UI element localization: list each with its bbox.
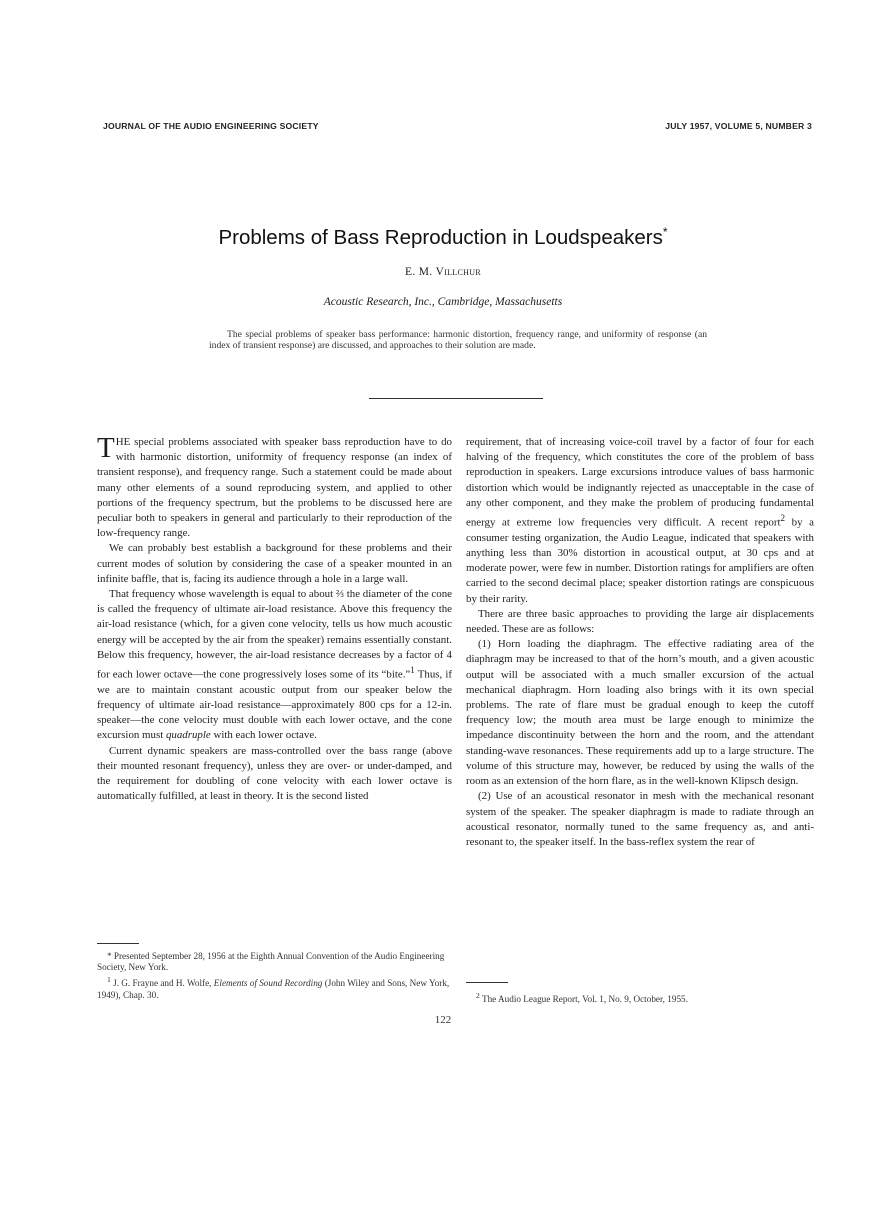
paragraph: Current dynamic speakers are mass-controlled over the bass range (above their mounted resonant frequency), unless they are over- or under-damped, and the requirement for doubling of cone velocity with each lower octave is automatically fulfilled, at least in theory. It is the second listed <box>97 744 452 803</box>
paragraph: There are three basic approaches to providing the large air displacements needed. These are as follows: <box>466 607 814 636</box>
footnote-mark: * <box>107 951 112 961</box>
author-affiliation: Acoustic Research, Inc., Cambridge, Massachusetts <box>323 296 563 308</box>
paragraph-text: requirement, that of increasing voice-coil travel by a factor of four for each halving of the frequency, which constitutes the core of the problem of bass reproduction in speakers. Large excursions introduce values of bass harmonic distortion which would be indignantly rejected as unacceptable in the case of any other component, and they make the problem of producing fundamental energy at extreme low frequencies very difficult. A recent report <box>466 436 814 529</box>
footnote-text: The Audio League Report, Vol. 1, No. 9, October, 1955. <box>481 994 688 1005</box>
footnote <box>466 990 814 1005</box>
paragraph-text: HE special problems associated with speaker bass reproduction have to do with harmonic distortion, uniformity of frequency response (an index of transient response), and frequency range. Such a statement could be made about many other elements of a sound reproducing system, and applied to other portions of the frequency spectrum, but the problems to be discussed here are peculiar both to speakers in general and particularly to their reproduction of the low-frequency range. <box>97 436 452 540</box>
footnotes-left <box>97 951 452 1002</box>
footnote-ref: 1 <box>410 665 415 676</box>
paragraph: We can probably best establish a background for these problems and their current modes of solution by considering the case of a speaker mounted in an infinite baffle, that is, facing its audience through a hole in a large wall. <box>97 542 452 585</box>
footnote-mark: 2 <box>476 991 480 1000</box>
paragraph <box>466 435 814 607</box>
paper-title-text: Problems of Bass Reproduction in Loudspeakers <box>218 225 663 249</box>
section-divider <box>369 398 543 399</box>
paragraph-text: That frequency whose wavelength is equal to about ⅔ the diameter of the cone is called the frequency of ultimate air-load resistance. Above this frequency the air-load resistance (which, for a given cone velocity, tells us how much acoustic energy will be accepted by the air from the speaker) remains essentially constant. Below this frequency, however, the air-load resistance decreases by a factor of 4 for each lower octave—the cone progressively loses some of its “bite.” <box>97 588 452 681</box>
footnote-text: J. G. Frayne and H. Wolfe, <box>113 978 214 989</box>
footnote-text: Presented September 28, 1956 at the Eighth Annual Convention of the Audio Engineering Society, New York. <box>97 951 445 973</box>
emphasis: quadruple <box>165 729 211 742</box>
body-column-right <box>466 435 814 850</box>
title-footnote-mark: * <box>662 225 668 239</box>
paper-title <box>0 225 886 250</box>
paragraph-text: Thus, if we are to maintain constant acoustic output from our speaker below the frequency of ultimate air-load resistance—approximately 800 cps for a 12-in. speaker—the cone velocity must double with each lower octave, and the cone excursion must <box>97 668 452 742</box>
footnote-rule <box>466 982 508 983</box>
body-column-left <box>97 432 452 805</box>
paragraph: (1) Horn loading the diaphragm. The effective radiating area of the diaphragm may be increased to that of the horn’s mouth, and a given acoustic output will be associated with a much smaller excursion of the actual mechanical diaphragm. Horn loading also brings with it its own special problems. The rate of flare must be gradual enough to keep the cutoff frequency low; the mouth area must be large enough to minimize the impedance discontinuity between the horn and the room, and the attendant standing-wave resonances. These requirements add up to a large structure. The volume of this structure may, however, be reduced by using the walls of the room as an extension of the horn flare, as in the well-known Klipsch design. <box>466 638 814 788</box>
paragraph: (2) Use of an acoustical resonator in mesh with the mechanical resonant system of the speaker. The speaker diaphragm is made to radiate through an acoustical resonator, normally tuned to the same frequency as, and anti-resonant to, the speaker itself. In the bass-reflex system the rear of <box>466 790 814 848</box>
footnotes-right <box>466 990 814 1006</box>
running-head-journal: JOURNAL OF THE AUDIO ENGINEERING SOCIETY <box>103 121 319 131</box>
author-surname: Villchur <box>435 266 481 278</box>
author-line <box>0 266 886 278</box>
paragraph <box>97 587 452 744</box>
footnote-ref: 2 <box>780 513 786 524</box>
paragraph-text: with each lower octave. <box>210 729 317 742</box>
abstract: The special problems of speaker bass performance: harmonic distortion, frequency range, and uniformity of response (an index of transient response) are discussed, and approaches to their solution are made. <box>209 329 707 352</box>
paragraph <box>97 432 452 541</box>
author-initials: E. M. <box>405 266 433 278</box>
footnote-text: (John Wiley and Sons, New York, 1949), Chap. 30. <box>97 978 450 1000</box>
paragraph-text: by a consumer testing organization, the Audio League, indicated that speakers with anything less than 30% distortion in acoustical output, at 30 cps and at moderate power, were few in number. Distortion ratings for amplifiers are often carried to the second decimal place; speaker distortion ratings are conspicuous by their rarity. <box>466 516 814 605</box>
footnote <box>97 974 452 1000</box>
footnote <box>97 951 452 973</box>
footnote-book-title: Elements of Sound Recording <box>213 978 323 989</box>
footnote-mark: 1 <box>107 975 111 985</box>
page-number: 122 <box>434 1014 452 1026</box>
footnote-rule <box>97 943 139 944</box>
running-head-issue: JULY 1957, VOLUME 5, NUMBER 3 <box>665 121 812 131</box>
drop-cap: T <box>97 432 115 464</box>
